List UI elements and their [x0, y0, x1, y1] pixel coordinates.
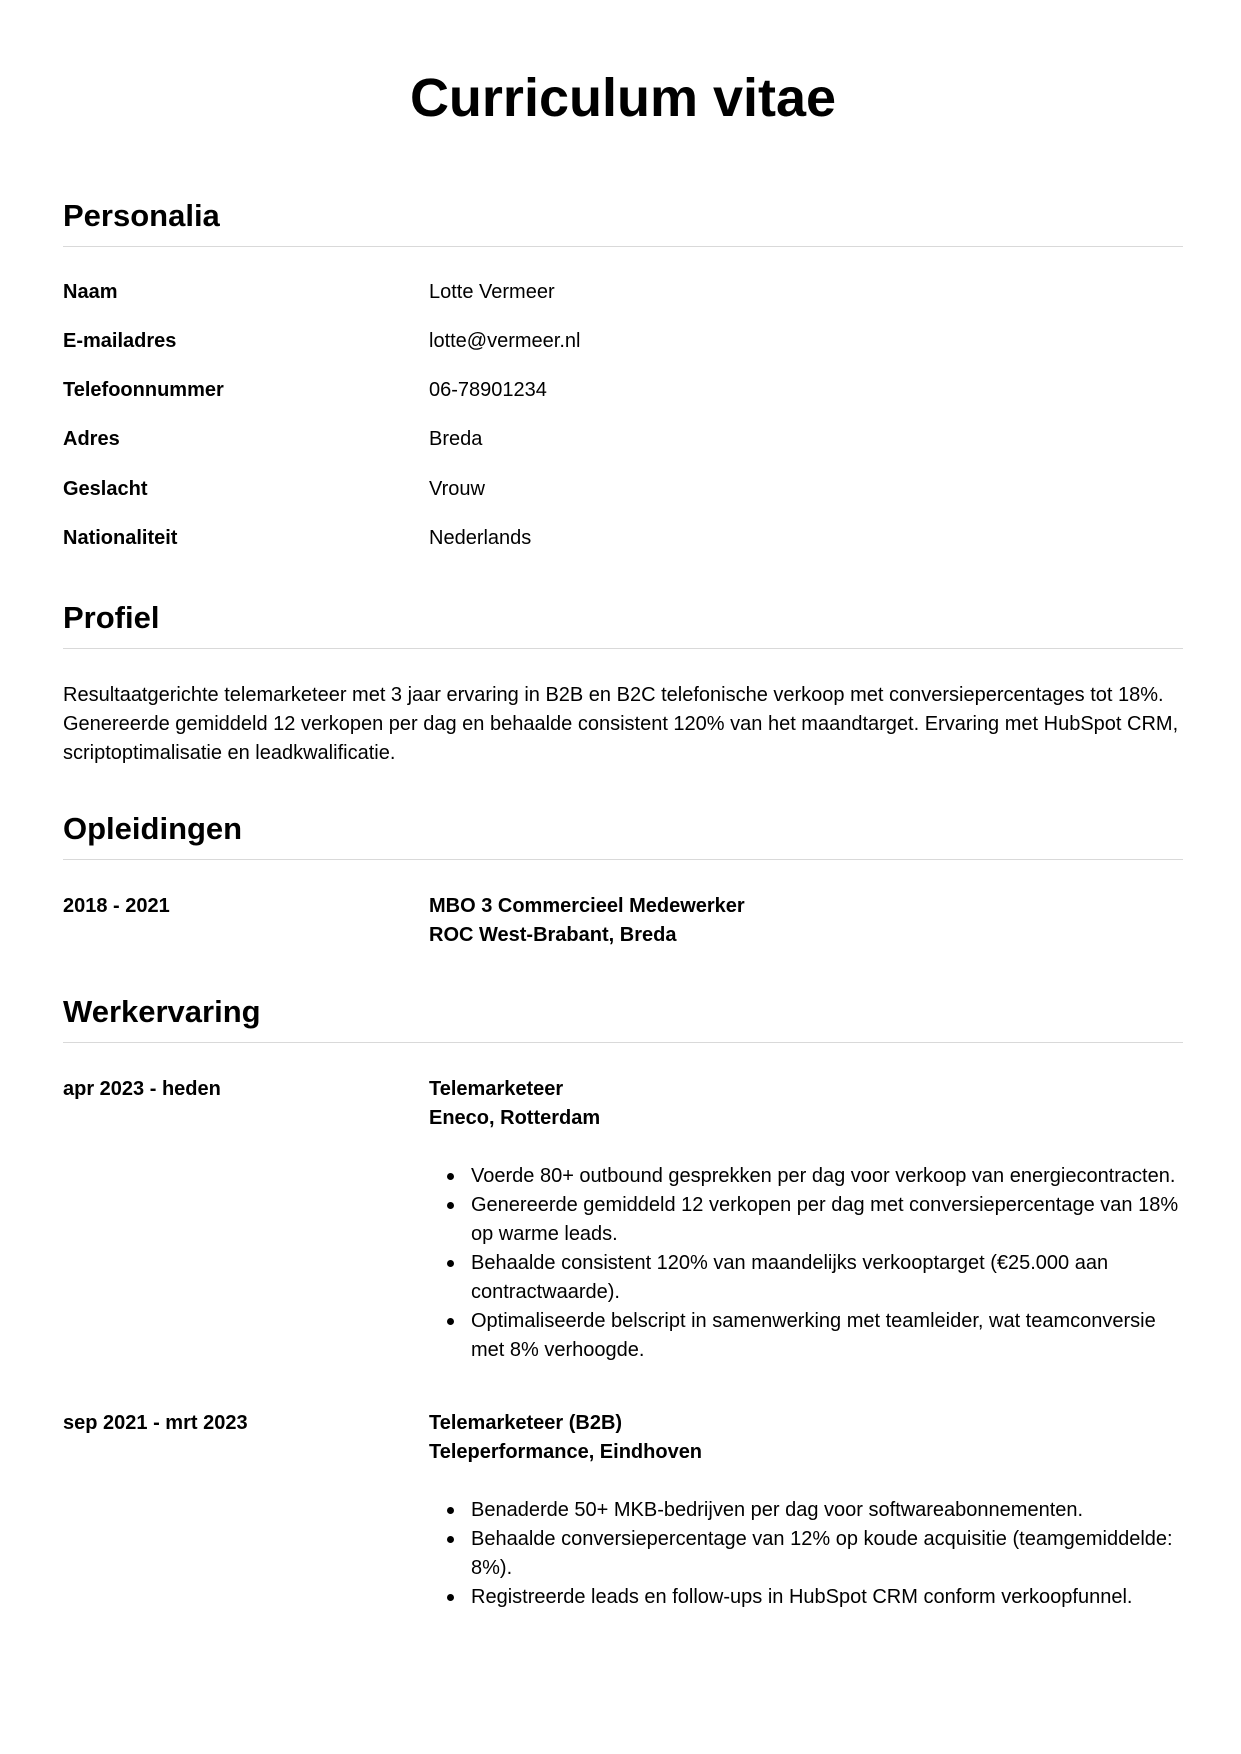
work-period: apr 2023 - heden — [63, 1078, 221, 1100]
list-item: Registreerde leads en follow-ups in HubSpot CRM conform verkoopfunnel. — [471, 1583, 1183, 1612]
education-details — [429, 892, 1183, 950]
profile-summary: Resultaatgerichte telemarketeer met 3 jaar ervaring in B2B en B2C telefonische verkoop met conversiepercentages tot 18%. Genereerde gemiddeld 12 verkopen per dag en behaalde consistent 120% van het maandtarget. Ervaring met HubSpot CRM, scriptoptimalisatie en leadkwalificatie. — [63, 684, 1179, 764]
list-item: Benaderde 50+ MKB-bedrijven per dag voor softwareabonnementen. — [471, 1496, 1183, 1525]
list-item: Voerde 80+ outbound gesprekken per dag voor verkoop van energiecontracten. — [471, 1162, 1183, 1191]
work-job-title: Telemarketeer — [429, 1078, 564, 1100]
personalia-value: Breda — [429, 428, 483, 450]
work-details — [429, 1409, 1183, 1612]
personalia-value: Lotte Vermeer — [429, 281, 555, 303]
work-period: sep 2021 - mrt 2023 — [63, 1412, 248, 1434]
section-divider — [63, 246, 1183, 247]
list-item: Optimaliseerde belscript in samenwerking met teamleider, wat teamconversie met 8% verhoogde. — [471, 1307, 1183, 1365]
personalia-value: Nederlands — [429, 527, 532, 549]
section-title-profiel: Profiel — [63, 600, 160, 635]
personalia-label: E-mailadres — [63, 330, 177, 352]
personalia-label: Naam — [63, 281, 118, 303]
work-employer: Teleperformance, Eindhoven — [429, 1441, 703, 1463]
list-item: Genereerde gemiddeld 12 verkopen per dag met conversiepercentage van 18% op warme leads. — [471, 1191, 1183, 1249]
personalia-label: Telefoonnummer — [63, 379, 224, 401]
section-divider — [63, 859, 1183, 860]
personalia-label: Geslacht — [63, 478, 148, 500]
work-bullet-list — [429, 1162, 1183, 1365]
work-job-title: Telemarketeer (B2B) — [429, 1412, 623, 1434]
education-period: 2018 - 2021 — [63, 895, 170, 917]
education-institution: ROC West-Brabant, Breda — [429, 924, 677, 946]
personalia-value: lotte@vermeer.nl — [429, 330, 581, 352]
section-divider — [63, 1042, 1183, 1043]
work-bullet-list — [429, 1496, 1183, 1612]
work-details — [429, 1075, 1183, 1365]
personalia-label: Adres — [63, 428, 120, 450]
section-title-werkervaring: Werkervaring — [63, 994, 261, 1029]
personalia-value: 06-78901234 — [429, 379, 547, 401]
list-item: Behaalde conversiepercentage van 12% op koude acquisitie (teamgemiddelde: 8%). — [471, 1525, 1183, 1583]
section-title-opleidingen: Opleidingen — [63, 811, 243, 846]
personalia-label: Nationaliteit — [63, 527, 178, 549]
section-title-personalia: Personalia — [63, 198, 220, 233]
document-title: Curriculum vitae — [409, 68, 837, 128]
work-employer: Eneco, Rotterdam — [429, 1107, 601, 1129]
personalia-value: Vrouw — [429, 478, 485, 500]
section-divider — [63, 648, 1183, 649]
list-item: Behaalde consistent 120% van maandelijks verkooptarget (€25.000 aan contractwaarde). — [471, 1249, 1183, 1307]
education-title: MBO 3 Commercieel Medewerker — [429, 895, 745, 917]
